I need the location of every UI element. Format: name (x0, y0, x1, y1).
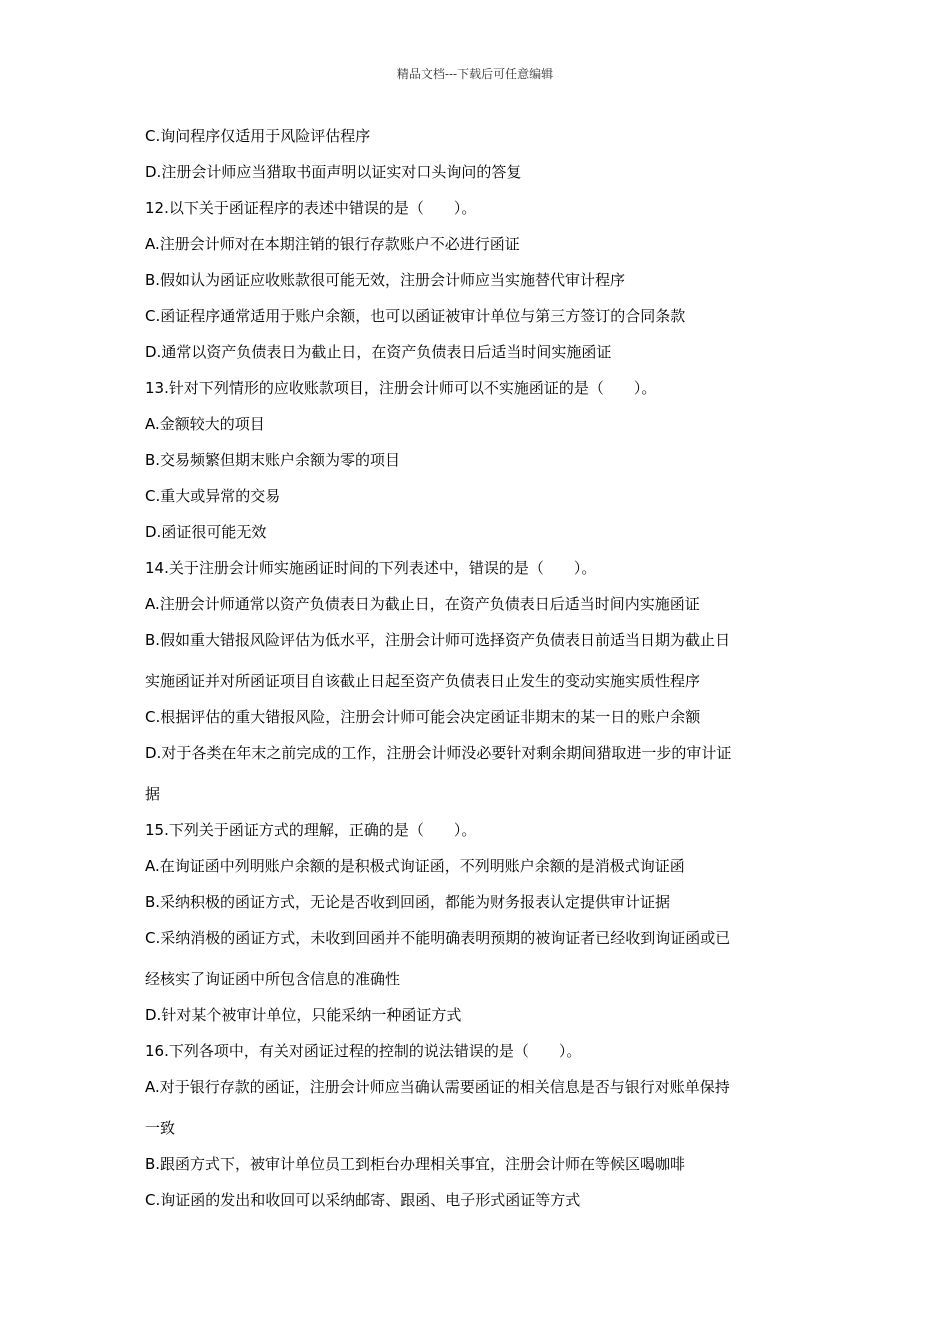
text-line: A.在询证函中列明账户余额的是积极式询证函，不列明账户余额的是消极式询证函 (145, 857, 685, 875)
text-line: C.函证程序通常适用于账户余额，也可以函证被审计单位与第三方签订的合同条款 (145, 307, 686, 325)
text-line: D.通常以资产负债表日为截止日，在资产负债表日后适当时间实施函证 (145, 343, 612, 361)
page-header: 精品文档---下载后可任意编辑 (396, 67, 554, 81)
text-line: 实施函证并对所函证项目自该截止日起至资产负债表日止发生的变动实施实质性程序 (145, 672, 701, 690)
text-line: A.注册会计师对在本期注销的银行存款账户不必进行函证 (145, 235, 520, 253)
question-14: 14.关于注册会计师实施函证时间的下列表述中，错误的是（ ）。 (145, 559, 597, 577)
text-line: B.采纳积极的函证方式，无论是否收到回函，都能为财务报表认定提供审计证据 (145, 893, 671, 911)
text-line: B.跟函方式下，被审计单位员工到柜台办理相关事宜，注册会计师在等候区喝咖啡 (145, 1155, 686, 1173)
text-line: B.交易频繁但期末账户余额为零的项目 (145, 451, 401, 469)
text-line: B.假如重大错报风险评估为低水平，注册会计师可选择资产负债表日前适当日期为截止日 (145, 631, 731, 649)
question-15: 15.下列关于函证方式的理解，正确的是（ ）。 (145, 821, 477, 839)
text-line: 据 (145, 785, 161, 803)
question-16: 16.下列各项中，有关对函证过程的控制的说法错误的是（ ）。 (145, 1042, 582, 1060)
text-line: A.注册会计师通常以资产负债表日为截止日，在资产负债表日后适当时间内实施函证 (145, 595, 700, 613)
text-line: C.根据评估的重大错报风险，注册会计师可能会决定函证非期末的某一日的账户余额 (145, 708, 701, 726)
text-line: A.对于银行存款的函证，注册会计师应当确认需要函证的相关信息是否与银行对账单保持 (145, 1078, 730, 1096)
text-line: 经核实了询证函中所包含信息的准确性 (145, 970, 401, 988)
text-line: D.针对某个被审计单位，只能采纳一种函证方式 (145, 1006, 462, 1024)
question-13: 13.针对下列情形的应收账款项目，注册会计师可以不实施函证的是（ ）。 (145, 379, 657, 397)
text-line: A.金额较大的项目 (145, 415, 265, 433)
text-line: D.对于各类在年末之前完成的工作，注册会计师没必要针对剩余期间猎取进一步的审计证 (145, 744, 732, 762)
text-line: C.重大或异常的交易 (145, 487, 281, 505)
text-line: B.假如认为函证应收账款很可能无效，注册会计师应当实施替代审计程序 (145, 271, 626, 289)
text-line: C.询问程序仅适用于风险评估程序 (145, 127, 371, 145)
question-12: 12.以下关于函证程序的表述中错误的是（ ）。 (145, 199, 477, 217)
text-line: C.询证函的发出和收回可以采纳邮寄、跟函、电子形式函证等方式 (145, 1191, 581, 1209)
text-line: 一致 (145, 1119, 176, 1137)
text-line: C.采纳消极的函证方式，未收到回函并不能明确表明预期的被询证者已经收到询证函或已 (145, 929, 731, 947)
text-line: D.注册会计师应当猎取书面声明以证实对口头询问的答复 (145, 163, 522, 181)
text-line: D.函证很可能无效 (145, 523, 267, 541)
